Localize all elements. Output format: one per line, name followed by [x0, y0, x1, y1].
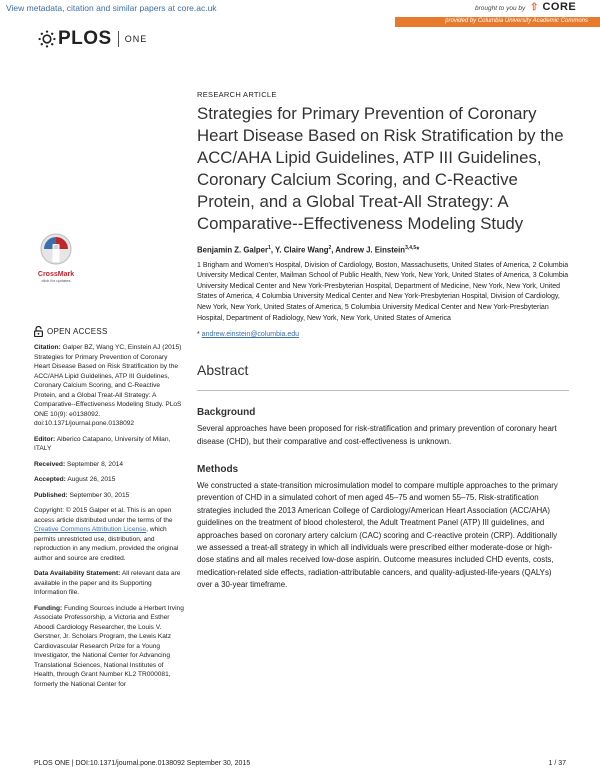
- page-footer: [34, 760, 566, 767]
- author-galper[interactable]: Benjamin Z. Galper: [197, 245, 269, 255]
- crossmark-badge[interactable]: [34, 232, 78, 283]
- background-text: Several approaches have been proposed for risk-stratification and primary prevention of coronary heart disease (CHD), but their comparative and cost-effectiveness is unknown.: [197, 424, 557, 446]
- author-wang[interactable]: , Y. Claire Wang: [270, 245, 329, 255]
- core-brought-by: brought to you by: [475, 5, 526, 12]
- provided-by-bar: [395, 17, 600, 27]
- open-access-label: OPEN ACCESS: [47, 326, 108, 336]
- crossmark-sub: click for updates: [41, 278, 71, 283]
- received-block: [34, 460, 184, 470]
- corr-mark: *: [197, 331, 202, 339]
- copyright-text-pre: Copyright: © 2015 Galper et al. This is an open access article distributed under the terms of the: [34, 507, 173, 524]
- article-sidebar: [34, 326, 184, 695]
- provided-by-text[interactable]: provided by Columbia University Academic Commons: [445, 18, 588, 24]
- core-logo-text: CORE: [542, 1, 577, 13]
- data-availability-block: [34, 569, 184, 598]
- open-lock-icon: [34, 326, 43, 337]
- citation-block: [34, 343, 184, 429]
- article-main: [197, 90, 569, 592]
- published-label: Published:: [34, 491, 68, 499]
- crossmark-icon: [39, 232, 73, 266]
- core-metadata-link[interactable]: View metadata, citation and similar papers at core.ac.uk: [6, 3, 217, 13]
- received-date: September 8, 2014: [65, 460, 124, 468]
- funding-text: Funding Sources include a Herbert Irving Associate Professorship, a Victoria and Esther Aboodi Cardiology Researcher, the Louis V. Gerstner, Jr. Scholars Program, the Lewis Katz Cardiovascular Research Prize for a Young Investigator, the National Center for Advancing Translational Sciences, National Institutes of Health, through Grant Number KL2 TR000081, formerly the National Center for: [34, 604, 184, 688]
- article-title: Strategies for Primary Prevention of Coronary Heart Disease Based on Risk Stratification by the ACC/AHA Lipid Guidelines, ATP III Guidelines, Coronary Calcium Scoring, and C-Reactive Protein, and a Global Treat-All Strategy: A Comparative--Effectiveness Modeling Study: [197, 104, 564, 233]
- funding-label: Funding:: [34, 604, 63, 612]
- abstract-divider: [197, 390, 569, 391]
- citation-label: Citation:: [34, 344, 61, 351]
- published-date: September 30, 2015: [67, 491, 130, 499]
- background-heading: Background: [197, 407, 256, 419]
- published-block: [34, 491, 184, 501]
- abstract-heading: Abstract: [197, 362, 249, 379]
- accepted-label: Accepted:: [34, 476, 66, 483]
- journal-logo[interactable]: [38, 27, 147, 51]
- data-availability-text: All relevant data are available in the paper and its Supporting Information file.: [34, 570, 181, 596]
- funding-block: [34, 604, 184, 690]
- accepted-block: [34, 475, 184, 485]
- citation-text: Galper BZ, Wang YC, Einstein AJ (2015) Strategies for Primary Prevention of Coronary Heart Disease Based on Risk Stratification by the ACC/AHA Lipid Guidelines, ATP III Guidelines, Coronary Calcium Scoring, and C-Reactive Protein, and a Global Treat-All Strategy: A Comparative--Effectiveness Modeling Study. PLoS ONE 10(9): e0138092. doi:10.1371/journal.pone.0138092: [34, 344, 182, 427]
- data-availability-label: Data Availability Statement:: [34, 570, 121, 577]
- logo-divider: [118, 31, 119, 47]
- editor-text: Alberico Catapano, University of Milan, ITALY: [34, 435, 171, 452]
- article-type: RESEARCH ARTICLE: [197, 90, 277, 99]
- cc-license-link[interactable]: Creative Commons Attribution License: [34, 526, 147, 533]
- accepted-date: August 26, 2015: [65, 476, 116, 483]
- editor-block: [34, 435, 184, 454]
- corresponding-author: [197, 331, 569, 338]
- copyright-block: [34, 506, 184, 563]
- footer-citation: PLOS ONE | DOI:10.1371/journal.pone.0138092 September 30, 2015: [34, 760, 251, 767]
- crossmark-label: CrossMark: [37, 271, 75, 278]
- author-einstein[interactable]: , Andrew J. Einstein: [331, 245, 406, 255]
- author-list: [197, 245, 569, 255]
- author-wang-affil: 2: [328, 245, 332, 251]
- copyright-text-post: , which permits unrestricted use, distribution, and reproduction in any medium, provided the original author and source are credited.: [34, 526, 179, 562]
- corresponding-mark: *: [416, 245, 420, 255]
- methods-text: We constructed a state-transition microsimulation model to compare multiple approaches to the primary prevention of CHD in a simulated cohort of men aged 45–75 and women 55–75. Risk-stratification strategies included the 2013 American College of Cardiology/American Heart Association (ACC/AHA) guidelines on the treatment of blood cholesterol, the Adult Treatment Panel (ATP) III guidelines, and approaches based on coronary artery calcium (CAC) scoring and C-reactive protein (CRP). Additionally we assessed a treat-all strategy in which all individuals were prescribed either moderate-dose or high-dose statins and all males received low-dose aspirin. Outcome measures included CHD events, costs, medication-related side effects, radiation-attributable cancers, and quality-adjusted-life-years (QALYs) over a 30-year timeframe.: [197, 480, 558, 590]
- plos-sun-icon: [38, 30, 56, 48]
- author-einstein-affil: 3,4,5: [405, 245, 417, 251]
- page-number: 1 / 37: [548, 760, 566, 767]
- core-header-bar: [0, 0, 600, 18]
- core-logo[interactable]: [530, 1, 576, 13]
- editor-label: Editor:: [34, 435, 56, 443]
- core-arrow-icon: ⇧: [530, 2, 539, 13]
- author-galper-affil: 1: [268, 245, 271, 251]
- received-label: Received:: [34, 460, 66, 468]
- affiliations: 1 Brigham and Women's Hospital, Division of Cardiology, Boston, Massachusetts, United States of America, 2 Columbia University Medical Center, Mailman School of Public Health, New York, New York, United States of America, 3 Columbia University Medical Center and New York-Presbyterian Hospital, Department of Medicine, New York, New York, United States of America, 4 Columbia University Medical Center and New York-Presbyterian Hospital, Division of Cardiology, New York, New York, United States of America, 5 Columbia University Medical Center and New York-Presbyterian Hospital, Department of Radiology, New York, New York, United States of America: [197, 261, 569, 322]
- corresponding-email-link[interactable]: andrew.einstein@columbia.edu: [201, 331, 300, 339]
- methods-heading: Methods: [197, 463, 239, 475]
- open-access-badge: [34, 326, 184, 337]
- plos-wordmark: PLOS: [58, 28, 112, 49]
- journal-name: ONE: [124, 34, 148, 44]
